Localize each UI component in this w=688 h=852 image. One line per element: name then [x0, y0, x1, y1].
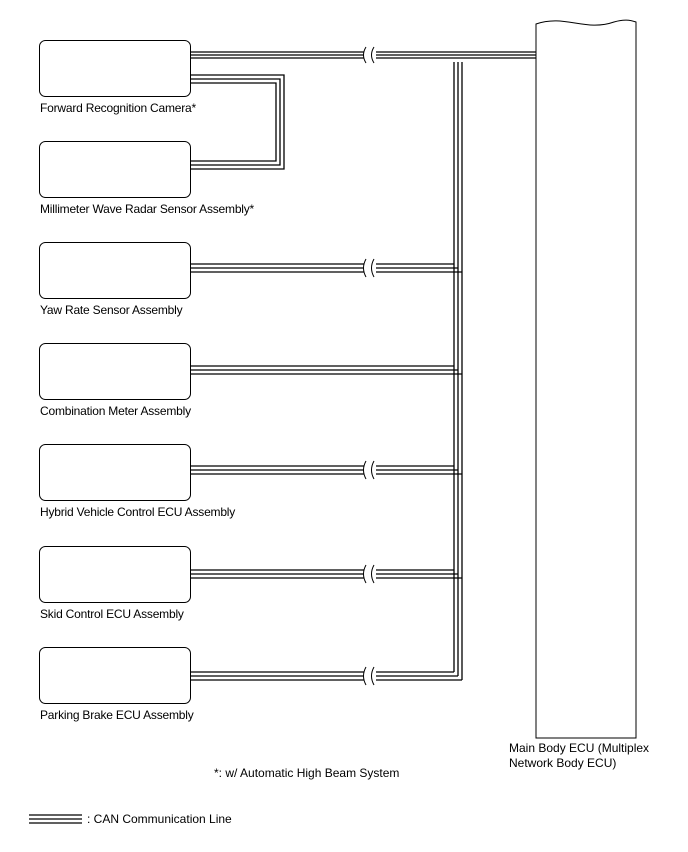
can-line-combination-meter [191, 366, 462, 374]
label-main-body-ecu [509, 741, 649, 771]
parking-brake-ecu-box [40, 648, 191, 704]
break-mark [364, 461, 375, 479]
hybrid-vehicle-control-ecu-box [40, 445, 191, 501]
label-millimeter-wave-radar: Millimeter Wave Radar Sensor Assembly* [40, 202, 255, 216]
label-forward-recognition-camera: Forward Recognition Camera* [40, 101, 197, 115]
break-mark [364, 565, 375, 583]
break-mark [364, 47, 375, 63]
label-main-body-ecu-line2: Network Body ECU) [509, 756, 617, 770]
label-combination-meter: Combination Meter Assembly [40, 404, 191, 418]
label-hybrid-vehicle-control-ecu: Hybrid Vehicle Control ECU Assembly [40, 505, 236, 519]
main-body-ecu-box [536, 20, 636, 738]
legend-text: : CAN Communication Line [87, 812, 232, 826]
break-mark [364, 259, 375, 277]
label-main-body-ecu-line1: Main Body ECU (Multiplex [509, 741, 650, 755]
skid-control-ecu-box [40, 547, 191, 603]
label-yaw-rate-sensor: Yaw Rate Sensor Assembly [40, 303, 183, 317]
can-line-parking-brake [191, 672, 462, 680]
forward-recognition-camera-box [40, 41, 191, 97]
footnote: *: w/ Automatic High Beam System [214, 766, 400, 780]
can-line-hybrid-vehicle [191, 466, 462, 474]
label-skid-control-ecu: Skid Control ECU Assembly [40, 607, 184, 621]
yaw-rate-sensor-box [40, 243, 191, 299]
can-line-yaw-rate [191, 264, 462, 272]
can-line-skid-control [191, 570, 462, 578]
can-line-camera-to-radar [191, 75, 284, 169]
combination-meter-box [40, 344, 191, 400]
millimeter-wave-radar-box [40, 142, 191, 198]
label-parking-brake-ecu: Parking Brake ECU Assembly [40, 708, 194, 722]
break-mark [364, 667, 375, 685]
legend-line-sample [29, 815, 82, 823]
can-bus-trunk [454, 62, 462, 680]
